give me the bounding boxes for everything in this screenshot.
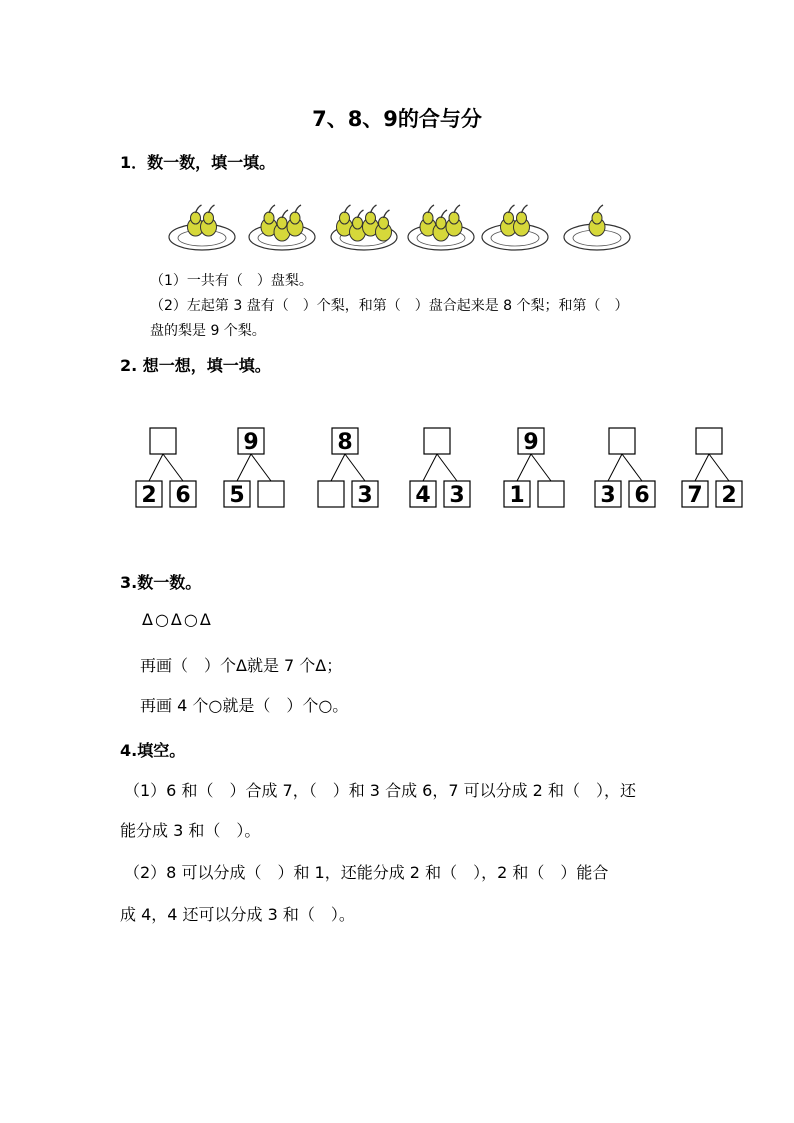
pear-plate	[331, 205, 397, 250]
q3-line-1: 再画（ ）个Δ就是 7 个Δ；	[140, 656, 343, 675]
bond-number: 6	[175, 483, 191, 508]
pear-plate	[564, 205, 630, 250]
pear-icon	[287, 205, 303, 236]
number-bond	[682, 428, 742, 508]
number-bond	[595, 428, 655, 508]
bond-number: 7	[687, 483, 703, 508]
number-bond	[410, 428, 470, 508]
number-bond	[504, 428, 564, 508]
bond-right-box	[258, 481, 284, 507]
q1-line-1: （1）一共有（ ）盘梨。	[150, 273, 313, 289]
bond-number: 3	[357, 483, 373, 508]
number-bond	[136, 428, 196, 508]
bond-right-box	[538, 481, 564, 507]
bond-top-box	[696, 428, 722, 454]
shape-sequence: Δ○Δ○Δ	[142, 610, 213, 629]
q4-line-2: 能分成 3 和（ ）。	[120, 821, 261, 840]
bond-number: 6	[634, 483, 650, 508]
bond-number: 8	[337, 430, 353, 455]
page-title: 7、8、9的合与分	[312, 107, 482, 131]
bond-number: 2	[721, 483, 737, 508]
q2-heading: 2. 想一想，填一填。	[120, 356, 271, 375]
number-bond-diagrams	[120, 420, 760, 520]
bond-top-box	[150, 428, 176, 454]
bond-number: 1	[509, 483, 525, 508]
q1-line-3: 盘的梨是 9 个梨。	[150, 323, 266, 339]
bond-number: 4	[415, 483, 431, 508]
bond-number: 9	[243, 430, 259, 455]
number-bond	[224, 428, 284, 508]
pear-icon	[376, 210, 392, 241]
q4-line-4: 成 4，4 还可以分成 3 和（ ）。	[120, 905, 355, 924]
bond-number: 3	[600, 483, 616, 508]
q4-heading: 4.填空。	[120, 741, 186, 760]
pear-plate	[408, 205, 474, 250]
pear-icon	[201, 205, 217, 236]
q3-heading: 3.数一数。	[120, 573, 202, 592]
pear-plate	[482, 205, 548, 250]
pear-icon	[514, 205, 530, 236]
bond-number: 2	[141, 483, 157, 508]
pear-plates-illustration	[165, 195, 645, 265]
bond-number: 9	[523, 430, 539, 455]
pear-plate	[249, 205, 315, 250]
bond-number: 3	[449, 483, 465, 508]
pear-icon	[589, 205, 605, 236]
number-bond	[318, 428, 378, 508]
bond-top-box	[424, 428, 450, 454]
pear-icon	[446, 205, 462, 236]
bond-number: 5	[229, 483, 245, 508]
q1-line-2: （2）左起第 3 盘有（ ）个梨，和第（ ）盘合起来是 8 个梨；和第（ ）	[150, 298, 629, 314]
q1-heading: 1．数一数，填一填。	[120, 153, 276, 172]
q3-line-2: 再画 4 个○就是（ ）个○。	[140, 696, 349, 715]
bond-left-box	[318, 481, 344, 507]
q4-line-3: （2）8 可以分成（ ）和 1，还能分成 2 和（ ），2 和（ ）能合	[124, 863, 609, 882]
pear-plate	[169, 205, 235, 250]
bond-top-box	[609, 428, 635, 454]
q4-line-1: （1）6 和（ ）合成 7，（ ）和 3 合成 6，7 可以分成 2 和（ ），还	[124, 781, 636, 800]
